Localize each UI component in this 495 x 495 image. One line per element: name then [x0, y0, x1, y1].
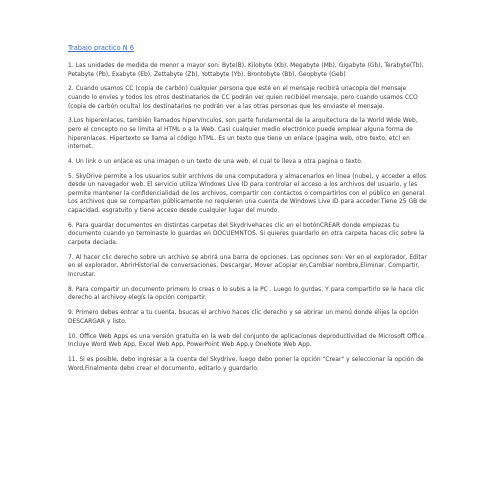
paragraph-7: 7. Al hacer clic derecho sobre un archivo se abrirá una barra de opciones. Las opciones son: Ver en el explorador, Editar en el explorador, AbrirHistorial de conversaciones, Descargar, Mover aCopiar en,Cambiar nombre,Eliminar, Compartir, Incrustar. — [68, 254, 427, 278]
paragraph-8: 8. Para compartir un documento primero lo creas o lo subis a la PC . Luego lo gurdas. Y para compartirlo se le hace clic derecho al archivoy elegís la opción compartir. — [68, 286, 425, 302]
paragraph-5: 5. SkyDrive permite a los usuarios subir archivos de una computadora y almacenarlos en línea (nube), y acceder a ellos desde un navegador web. El servicio utiliza Windows Live ID para controlar el acceso a los archivos del usuario, y les permite mantener la confidencialidad de los archivos, compartir con contactos o compartirlos con el público en general. Los archivos que se comparten públicamente no requieren una cuenta de Windows Live ID para acceder.Tiene 25 GB de capacidad, esgratuito y tiene acceso desde cualquier lugar del mundo. — [68, 173, 427, 215]
paragraph-4: 4. Un link o un enlace es una imagen o un texto de una web, el cual te lleva a otra pagina o texto. — [68, 158, 363, 165]
paragraph-1: 1. Las unidades de medida de menor a mayor son: Byte(B), Kilobyte (Kb), Megabyte (Mb), Gigabyte (Gb), Terabyte(Tb), Petabyte (Pb), Exabyte (Eb), Zettabyte (Zb), Yottabyte (Yb), Brontobyte (Bb), Geopbyte (Geb) — [68, 63, 424, 78]
paragraph-3: 3.Los hiperenlaces, también llamados hipervínculos, son parte fundamental de la arquitectura de la World Wide Web, pero el concepto no se limita al HTML o a la Web. Casi cualquier medio electrónico puede emplear alguna forma de hiperenlaces. Hipertexto se llama al código hTML. Es un texto que tiene un enlace (pagina web, otro texto, etc) en internet. — [68, 118, 418, 151]
paragraph-10: 10. Office Web Apps es una versión gratuita en la web del conjunto de aplicaciones deproductividad de Microsoft Office. Incluye Word Web App, Excel Web App, PowerPoint Web App,y OneNote Web App. — [68, 333, 427, 349]
paragraph-11: 11. Si es posible, debo ingresar a la cuenta del Skydrive, luego debo poner la opción "Crear" y seleccionar la opción de Word,Finalmente debo crear el documento, editarlo y guardarlo. — [68, 356, 424, 372]
paragraph-2: 2. Cuando usamos CC (copia de carbón) cualquier persona que esté en el mensaje recibirá unacopia del mensaje cuando lo envíes y todos los otros destinatarios de CC podrán ver quien recibióel mensaje, pero cuando usamos CCO (copia de carbón oculta) los destinatarios no podrán ver a las otras personas que les enviaste el mensaje. — [68, 86, 418, 110]
document-title: Trabajo practico N 6 — [68, 44, 134, 52]
paragraph-6: 6. Para guardar documentos en distintas carpetas del Skydrivehaces clic en el botónCREAR donde empiezas tu documento cuando yo terminaste lo guardas en DOCUEMNTOS. Si quieres guardarlo en otra carpeta haces clic sobre la carpeta deciada. — [68, 222, 425, 247]
paragraph-9: 9. Primero debes entrar a tu cuenta, bsucas el archivo haces clic derecho y se abrirar un menú donde elijes la opción DESCARGAR y listo. — [68, 310, 419, 325]
